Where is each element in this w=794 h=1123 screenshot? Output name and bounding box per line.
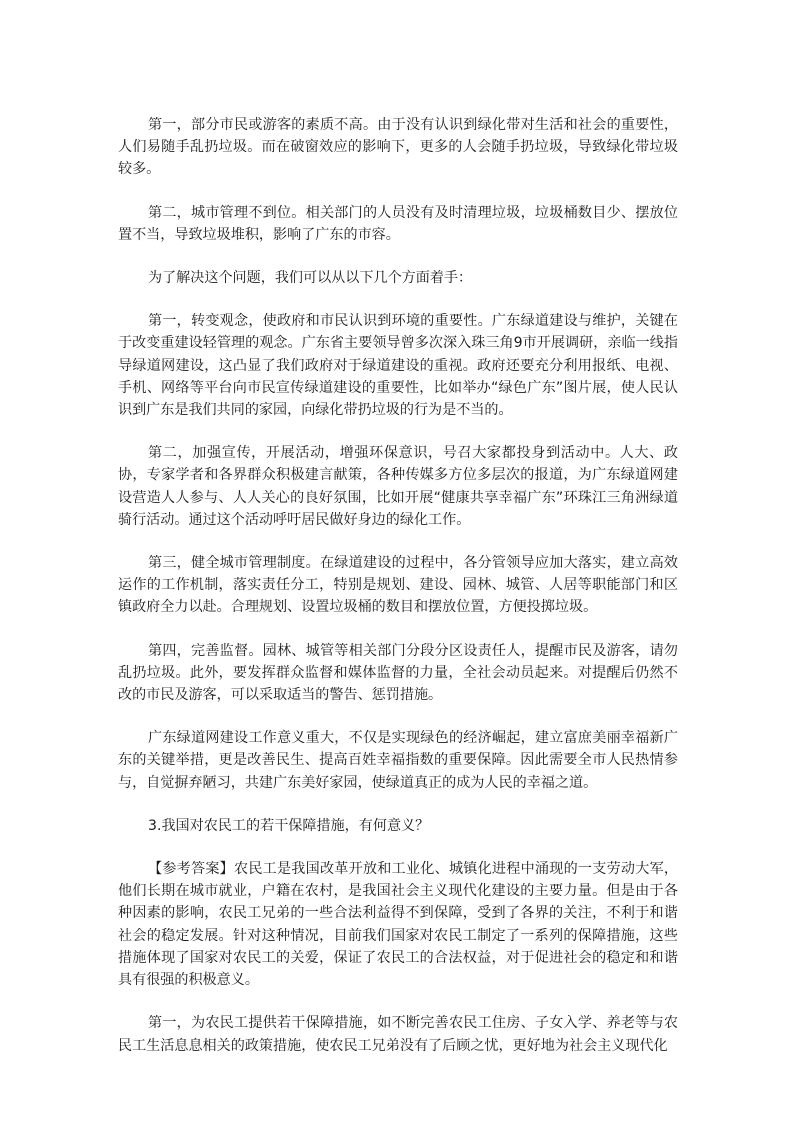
question-heading: 3.我国对农民工的若干保障措施，有何意义？ — [148, 817, 430, 834]
reference-answer: 【参考答案】农民工是我国改革开放和工业化、城镇化进程中涌现的一支劳动大军，他们长期在城市就业，户籍在农村，是我国社会主义现代化建设的主要力量。但是由于各种因素的影响，农民工兄弟的一些合法利益得不到保障，受到了各界的关注，不利于和谐社会的稳定发展。针对这种情况，目前我们国家对农民工制定了一系列的保障措施，这些措施体现了国家对农民工的关爱，保证了农民工的合法权益，对于促进社会的稳定和和谐具有很强的积极意义。 — [118, 861, 678, 989]
paragraph-7: 第四，完善监督。园林、城管等相关部门分段分区设责任人，提醒市民及游客，请勿乱扔垃圾。此外，要发挥群众监督和媒体监督的力量，全社会动员起来。对提醒后仍然不改的市民及游客，可以采取适当的警告、惩罚措施。 — [118, 642, 678, 704]
paragraph-6: 第三，健全城市管理制度。在绿道建设的过程中，各分管领导应加大落实，建立高效运作的工作机制，落实责任分工，特别是规划、建设、园林、城管、人居等职能部门和区镇政府全力以赴。合理规划、设置垃圾桶的数目和摆放位置，方便投掷垃圾。 — [118, 555, 678, 616]
document-body — [118, 114, 678, 1078]
paragraph-3: 为了解决这个问题，我们可以从以下几个方面着手： — [148, 270, 473, 287]
paragraph-5: 第二，加强宣传，开展活动，增强环保意识，号召大家都投身到活动中。人大、政协，专家学者和各界群众积极建言献策，各种传媒多方位多层次的报道，为广东绿道网建设营造人人参与、人人关心的良好氛围，比如开展“健康共享幸福广东”环珠江三角洲绿道骑行活动。通过这个活动呼吁居民做好身边的绿化工作。 — [118, 445, 678, 528]
paragraph-4: 第一，转变观念，使政府和市民认识到环境的重要性。广东绿道建设与维护，关键在于改变重建设轻管理的观念。广东省主要领导曾多次深入珠三角9市开展调研，亲临一线指导绿道网建设，这凸显了我们政府对于绿道建设的重视。政府还要充分利用报纸、电视、手机、网络等平台向市民宣传绿道建设的重要性，比如举办“绿色广东”图片展，使人民认识到广东是我们共同的家园，向绿化带扔垃圾的行为是不当的。 — [118, 313, 678, 419]
paragraph-11: 第一，为农民工提供若干保障措施，如不断完善农民工住房、子女入学、养老等与农民工生活息息相关的政策措施，使农民工兄弟没有了后顾之忧，更好地为社会主义现代化 — [118, 1015, 678, 1054]
paragraph-8: 广东绿道网建设工作意义重大，不仅是实现绿色的经济崛起，建立富庶美丽幸福新广东的关键举措，更是改善民生、提高百姓幸福指数的重要保障。因此需要全市人民热情参与，自觉摒弃陋习，共建广东美好家园，使绿道真正的成为人民的幸福之道。 — [118, 730, 678, 791]
paragraph-1: 第一，部分市民或游客的素质不高。由于没有认识到绿化带对生活和社会的重要性，人们易随手乱扔垃圾。而在破窗效应的影响下，更多的人会随手扔垃圾，导致绿化带垃圾较多。 — [118, 117, 678, 178]
paragraph-2: 第二，城市管理不到位。相关部门的人员没有及时清理垃圾，垃圾桶数目少、摆放位置不当，导致垃圾堆积，影响了广东的市容。 — [118, 204, 678, 243]
